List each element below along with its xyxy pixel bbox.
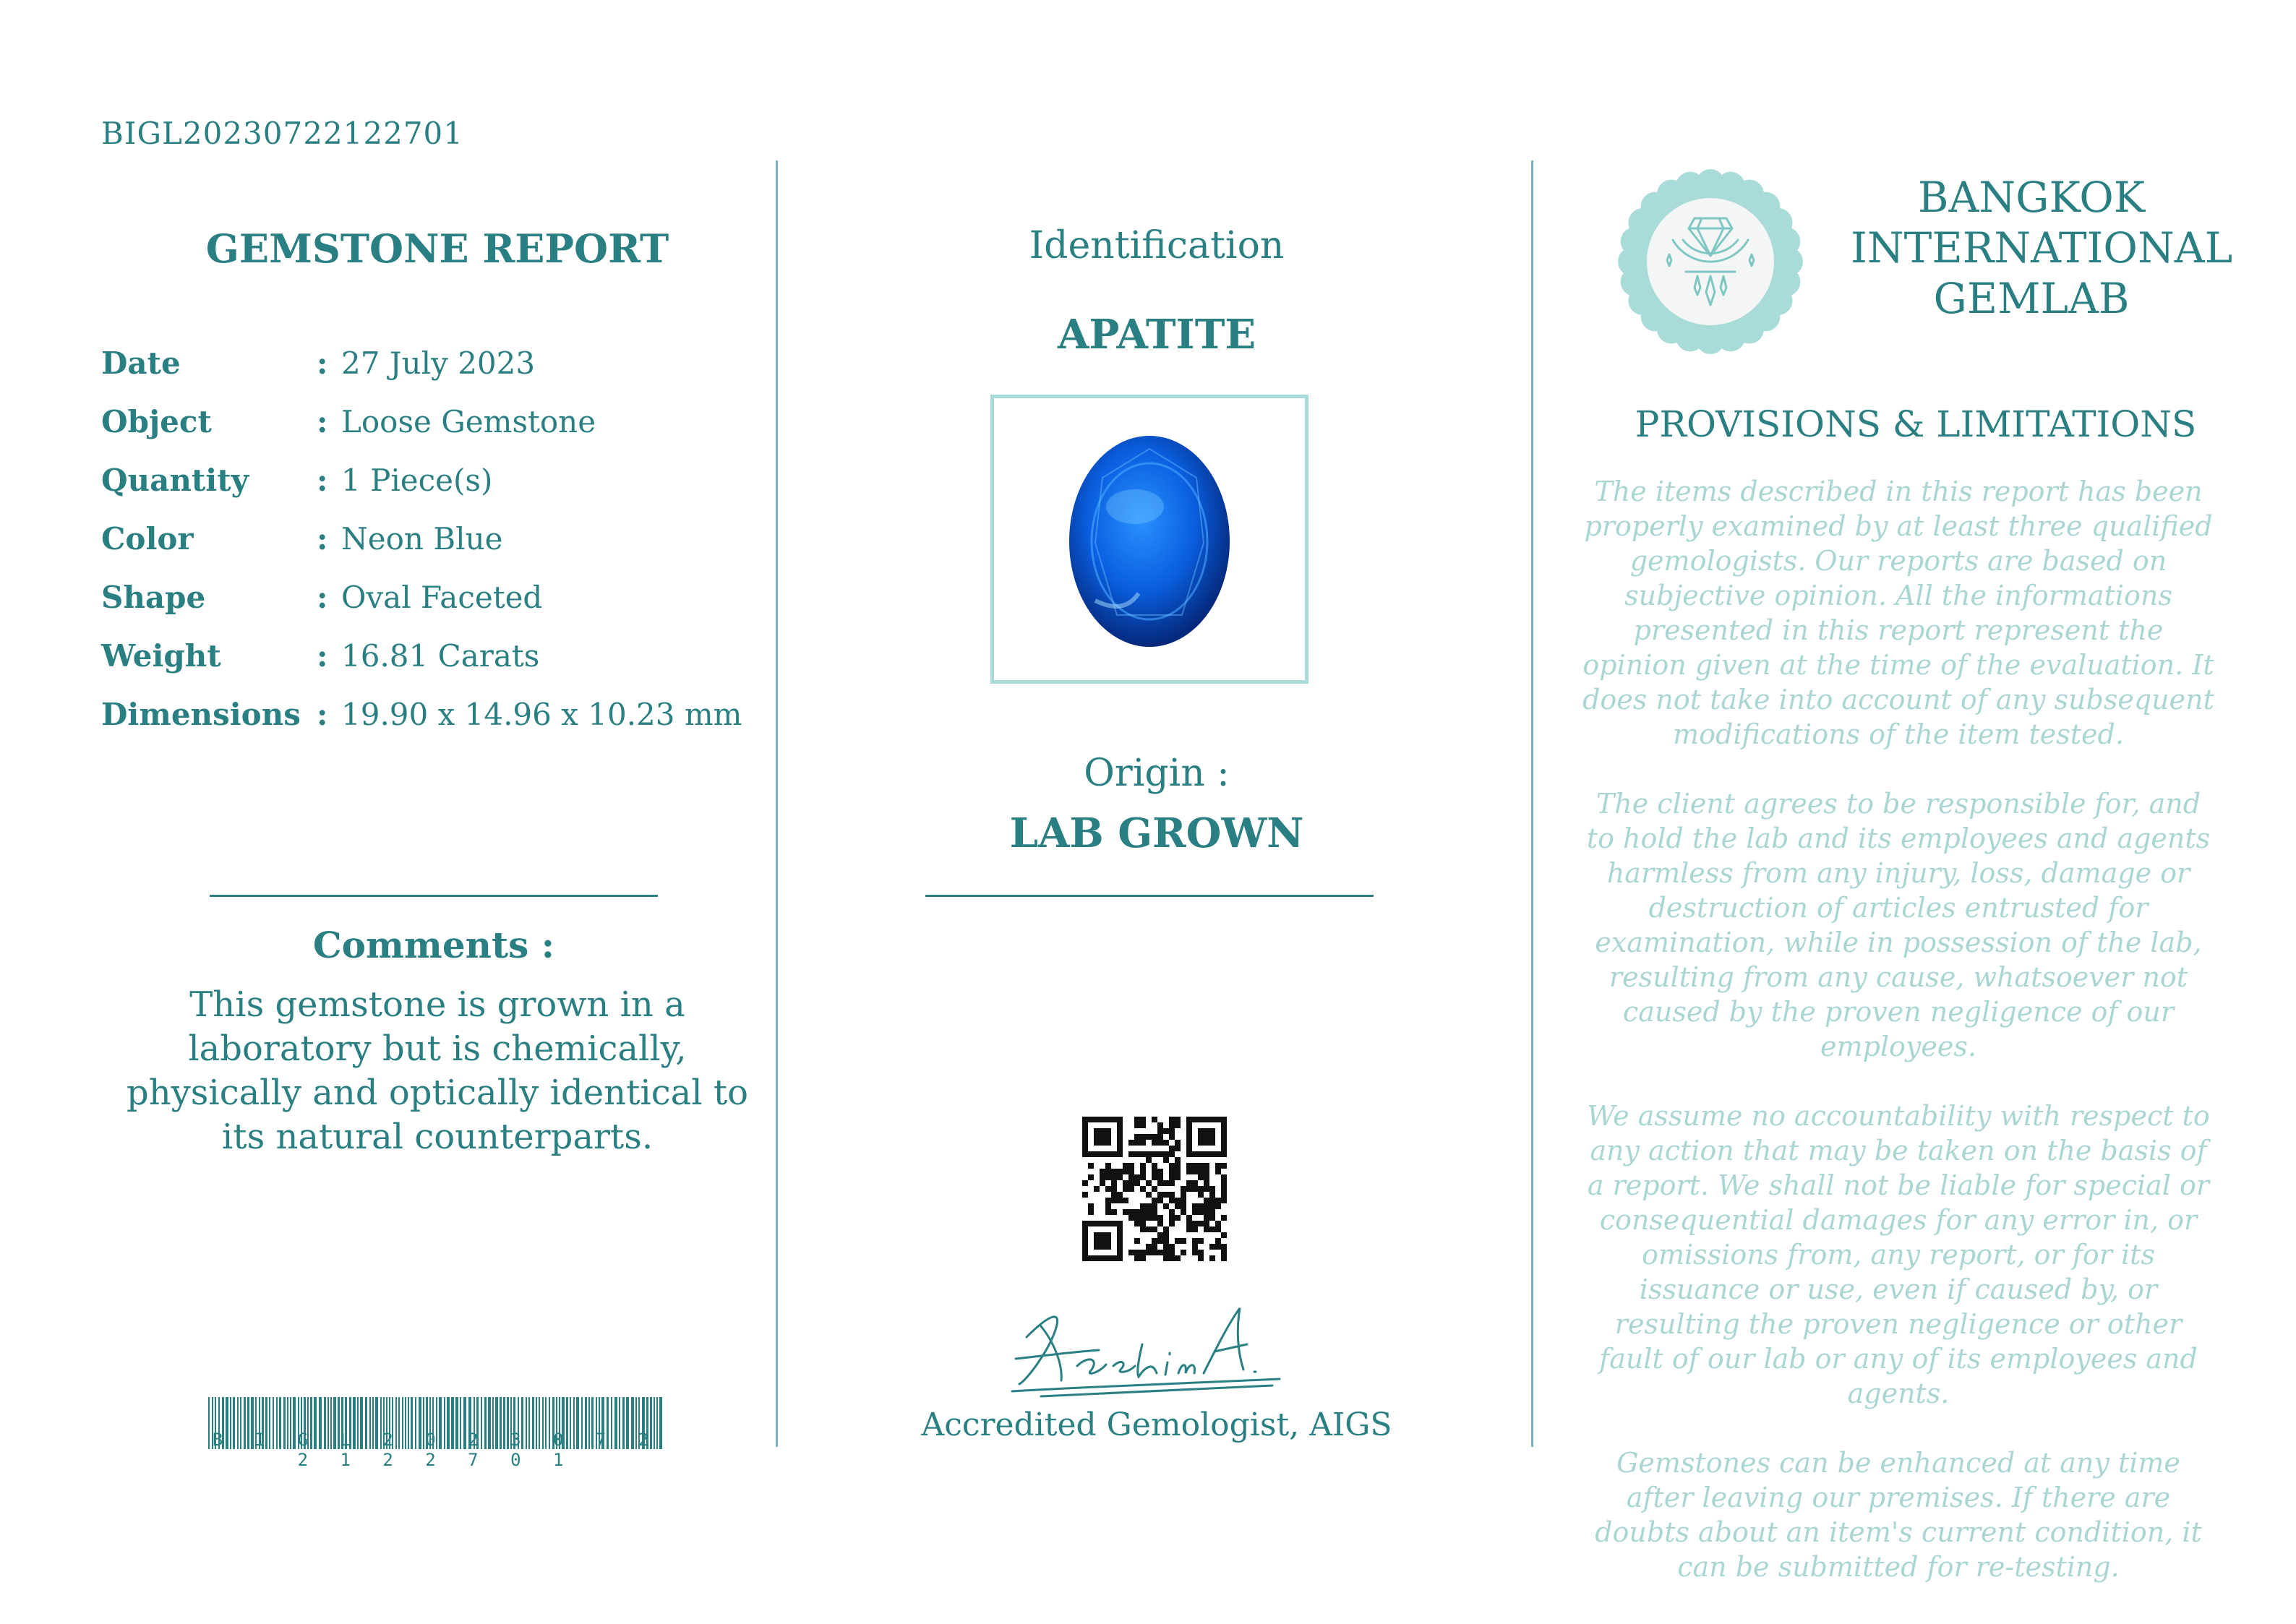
- spec-label: Date: [101, 345, 181, 381]
- comments-heading: Comments :: [312, 924, 555, 966]
- spec-label: Shape: [101, 580, 206, 615]
- origin-value: LAB GROWN: [1009, 809, 1304, 857]
- lab-name-line-1: BANGKOK: [1917, 173, 2146, 222]
- provisions-heading: PROVISIONS & LIMITATIONS: [1635, 403, 2197, 445]
- report-title: GEMSTONE REPORT: [205, 225, 669, 272]
- spec-value: 16.81 Carats: [341, 638, 540, 674]
- spec-label: Dimensions: [101, 697, 301, 732]
- barcode-text: B I G L 2 0 2 3 0 7 2 2 1 2 2 7 0 1: [212, 1430, 660, 1470]
- provisions-paragraph: Gemstones can be enhanced at any time after leaving our premises. If there are doubts about an item's current condition, it can be submitted for re-testing.: [1595, 1447, 2202, 1583]
- identification-value: APATITE: [1057, 311, 1256, 358]
- qr-code: [1082, 1117, 1227, 1261]
- gemologist-signature: [998, 1294, 1301, 1402]
- provisions-paragraph: The client agrees to be responsible for, and to hold the lab and its employees and agents harmless from any injury, loss, damage or destruction of articles entrusted for examination, while in possession of the lab, resulting from any cause, whatsoever not caused by the proven negligence of our employees.: [1586, 788, 2211, 1062]
- spec-colon: :: [317, 697, 328, 732]
- comments-rule: [210, 895, 658, 897]
- lab-seal-logo: [1616, 168, 1804, 356]
- lab-name-line-2: INTERNATIONAL: [1851, 223, 2233, 272]
- spec-value: 1 Piece(s): [341, 463, 493, 498]
- spec-label: Weight: [101, 638, 221, 674]
- gemstone-photo-frame: [990, 395, 1308, 684]
- spec-colon: :: [317, 638, 328, 674]
- spec-value: Oval Faceted: [341, 580, 543, 615]
- report-number: BIGL20230722122701: [101, 116, 463, 151]
- gemologist-title: Accredited Gemologist, AIGS: [921, 1406, 1392, 1443]
- identification-heading: Identification: [1029, 224, 1285, 267]
- spec-label: Object: [101, 404, 212, 439]
- column-divider-left: [776, 160, 778, 1447]
- spec-colon: :: [317, 345, 328, 381]
- lab-name: [1851, 172, 2233, 324]
- origin-heading: Origin :: [1084, 752, 1230, 795]
- comments-text: This gemstone is grown in a laboratory but is chemically, physically and optically identical to its natural counterparts.: [126, 984, 748, 1157]
- spec-value: 27 July 2023: [341, 345, 536, 381]
- spec-colon: :: [317, 521, 328, 557]
- column-divider-right: [1531, 160, 1533, 1447]
- spec-colon: :: [317, 580, 328, 615]
- spec-label: Quantity: [101, 463, 249, 498]
- provisions-body: [1580, 474, 2216, 1619]
- spec-colon: :: [317, 463, 328, 498]
- provisions-paragraph: The items described in this report has been properly examined by at least three qualified gemologists. Our reports are based on subjective opinion. All the informations presented in this report represent the opinion given at the time of the evaluation. It does not take into account of any subsequent modifications of the item tested.: [1582, 476, 2214, 750]
- spec-value: Loose Gemstone: [341, 404, 596, 439]
- spec-label: Color: [101, 521, 194, 557]
- spec-colon: :: [317, 404, 328, 439]
- spec-value: Neon Blue: [341, 521, 503, 557]
- gemstone-image: [994, 398, 1305, 680]
- spec-value: 19.90 x 14.96 x 10.23 mm: [341, 697, 742, 732]
- provisions-paragraph: We assume no accountability with respect to any action that may be taken on the basis of a report. We shall not be liable for special or consequential damages for any error in, or omissions from, any report, or for its issuance or use, even if caused by, or resulting the proven negligence or other fault of our lab or any of its employees and agents.: [1587, 1100, 2210, 1409]
- origin-rule: [925, 895, 1374, 897]
- lab-name-line-3: GEMLAB: [1933, 274, 2130, 323]
